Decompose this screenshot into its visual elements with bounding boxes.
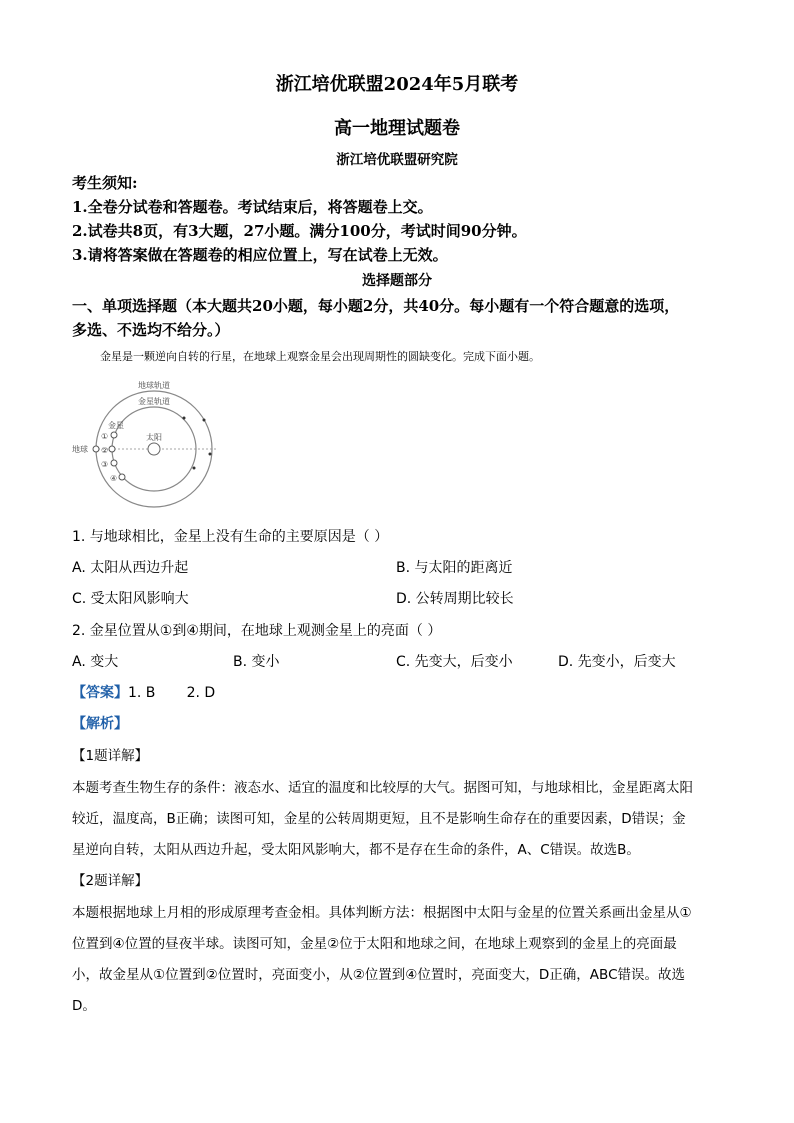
institute-name: 浙江培优联盟研究院 bbox=[336, 152, 458, 168]
notice-item-2: 2.试卷共8页，有3大题，27小题。满分100分，考试时间90分钟。 bbox=[72, 222, 527, 240]
sun-icon bbox=[148, 443, 160, 455]
earth-icon bbox=[93, 446, 99, 452]
pos1-label: ① bbox=[101, 432, 109, 441]
orbit-dot bbox=[209, 453, 212, 456]
answer-label: 【答案】 bbox=[72, 685, 128, 701]
part-instruction-line1: 一、单项选择题（本大题共20小题，每小题2分，共40分。每小题有一个符合题意的选项， bbox=[72, 297, 680, 315]
pos3-label: ③ bbox=[101, 460, 109, 469]
pos2-label: ② bbox=[101, 446, 109, 455]
answer-row bbox=[72, 682, 215, 702]
venus-pos4-icon bbox=[119, 474, 125, 480]
notice-item-3: 3.请将答案做在答题卷的相应位置上，写在试卷上无效。 bbox=[72, 246, 448, 264]
analysis-label: 【解析】 bbox=[72, 716, 128, 732]
earth-label: 地球 bbox=[72, 445, 88, 454]
venus-pos1-icon bbox=[111, 432, 117, 438]
question-intro: 金星是一颗逆向自转的行星，在地球上观察金星会出现周期性的圆缺变化。完成下面小题。 bbox=[100, 350, 540, 363]
q1-option-b: B. 与太阳的距离近 bbox=[396, 560, 513, 576]
detail-2-line: D。 bbox=[72, 998, 96, 1014]
venus-orbit-label: 金星轨道 bbox=[138, 397, 170, 406]
detail-2-label: 【2题详解】 bbox=[72, 873, 149, 889]
answer-value: 1. B 2. D bbox=[128, 685, 216, 701]
section-title: 选择题部分 bbox=[362, 273, 432, 289]
detail-1-label: 【1题详解】 bbox=[72, 748, 149, 764]
detail-2-line: 小，故金星从①位置到②位置时，亮面变小，从②位置到④位置时，亮面变大，D正确，ABC错误。故选 bbox=[72, 967, 685, 983]
venus-label: 金星 bbox=[108, 421, 124, 430]
orbit-dot bbox=[193, 467, 196, 470]
orbit-diagram bbox=[68, 374, 228, 524]
q1-option-c: C. 受太阳风影响大 bbox=[72, 591, 189, 607]
sun-label: 太阳 bbox=[146, 433, 162, 442]
notice-heading: 考生须知: bbox=[72, 174, 138, 192]
detail-1-line: 星逆向自转，太阳从西边升起，受太阳风影响大，都不是存在生命的条件，A、C错误。故选B。 bbox=[72, 842, 640, 858]
earth-orbit-label: 地球轨道 bbox=[138, 381, 170, 390]
detail-1-line: 较近，温度高，B正确；读图可知，金星的公转周期更短，且不是影响生命存在的重要因素，D错误；金 bbox=[72, 811, 686, 827]
q1-option-a: A. 太阳从西边升起 bbox=[72, 560, 189, 576]
detail-1-line: 本题考查生物生存的条件：液态水、适宜的温度和比较厚的大气。据图可知，与地球相比，金星距离太阳 bbox=[72, 780, 693, 796]
pos4-label: ④ bbox=[110, 474, 118, 483]
question-1-stem: 1. 与地球相比，金星上没有生命的主要原因是（ ） bbox=[72, 529, 389, 545]
q2-option-b: B. 变小 bbox=[233, 654, 280, 670]
q2-option-a: A. 变大 bbox=[72, 654, 119, 670]
detail-2-line: 本题根据地球上月相的形成原理考查金相。具体判断方法：根据图中太阳与金星的位置关系画出金星从① bbox=[72, 905, 692, 921]
exam-subtitle: 高一地理试题卷 bbox=[334, 118, 460, 139]
q2-option-d: D. 先变小，后变大 bbox=[558, 654, 676, 670]
detail-2-line: 位置到④位置的昼夜半球。读图可知，金星②位于太阳和地球之间，在地球上观察到的金星上的亮面最 bbox=[72, 936, 677, 952]
venus-pos3-icon bbox=[111, 460, 117, 466]
part-instruction-line2: 多选、不选均不给分。） bbox=[72, 321, 230, 339]
question-2-stem: 2. 金星位置从①到④期间，在地球上观测金星上的亮面（ ） bbox=[72, 623, 442, 639]
venus-pos2-icon bbox=[109, 446, 115, 452]
notice-item-1: 1.全卷分试卷和答题卷。考试结束后，将答题卷上交。 bbox=[72, 198, 433, 216]
exam-title: 浙江培优联盟2024年5月联考 bbox=[275, 74, 519, 95]
analysis-row bbox=[72, 713, 128, 733]
q2-option-c: C. 先变大，后变小 bbox=[396, 654, 513, 670]
orbit-dot bbox=[183, 417, 186, 420]
q1-option-d: D. 公转周期比较长 bbox=[396, 591, 514, 607]
orbit-dot bbox=[203, 419, 206, 422]
